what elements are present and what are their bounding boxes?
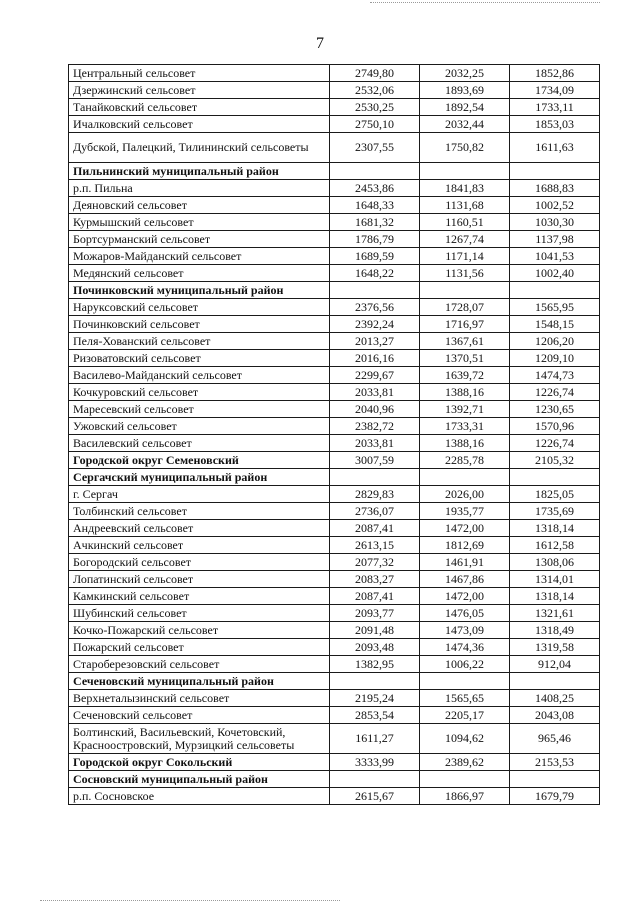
table-row (69, 299, 600, 316)
value-cell-3: 2043,08 (510, 707, 600, 724)
value-cell-1: 1689,59 (330, 248, 420, 265)
section-title: Сеченовский муниципальный район (69, 673, 330, 690)
value-cell-1: 2853,54 (330, 707, 420, 724)
section-title: Починковский муниципальный район (69, 282, 330, 299)
table-row (69, 231, 600, 248)
table-row (69, 435, 600, 452)
value-cell-1: 1648,22 (330, 265, 420, 282)
value-cell-3: 1548,15 (510, 316, 600, 333)
table-row (69, 99, 600, 116)
value-cell-1: 2091,48 (330, 622, 420, 639)
settlement-name: Дубской, Палецкий, Тилининский сельсоветы (69, 133, 330, 163)
value-cell-3: 1852,86 (510, 65, 600, 82)
settlement-name: Можаров-Майданский сельсовет (69, 248, 330, 265)
settlement-name: Староберезовский сельсовет (69, 656, 330, 673)
table-row (69, 333, 600, 350)
value-cell-1: 2530,25 (330, 99, 420, 116)
value-cell-3: 1318,14 (510, 588, 600, 605)
value-cell-1 (330, 469, 420, 486)
value-cell-3: 1002,52 (510, 197, 600, 214)
table-body (69, 65, 600, 805)
value-cell-1: 2532,06 (330, 82, 420, 99)
value-cell-1: 2033,81 (330, 384, 420, 401)
value-cell-1: 2376,56 (330, 299, 420, 316)
value-cell-1: 2382,72 (330, 418, 420, 435)
value-cell-2: 1370,51 (420, 350, 510, 367)
value-cell-1: 1648,33 (330, 197, 420, 214)
value-cell-2 (420, 163, 510, 180)
value-cell-1: 3007,59 (330, 452, 420, 469)
value-cell-3: 1206,20 (510, 333, 600, 350)
value-cell-3: 1308,06 (510, 554, 600, 571)
settlement-name: Центральный сельсовет (69, 65, 330, 82)
value-cell-1: 1786,79 (330, 231, 420, 248)
value-cell-3: 1209,10 (510, 350, 600, 367)
table-row (69, 116, 600, 133)
value-cell-2: 1160,51 (420, 214, 510, 231)
value-cell-2: 1467,86 (420, 571, 510, 588)
table-row (69, 503, 600, 520)
page-number: 7 (316, 35, 324, 52)
scan-edge-line (370, 2, 600, 3)
settlement-name: г. Сергач (69, 486, 330, 503)
value-cell-3: 912,04 (510, 656, 600, 673)
table-row (69, 622, 600, 639)
value-cell-3: 1825,05 (510, 486, 600, 503)
value-cell-2: 1388,16 (420, 384, 510, 401)
value-cell-1: 3333,99 (330, 754, 420, 771)
value-cell-3: 1853,03 (510, 116, 600, 133)
settlement-name: Пеля-Хованский сельсовет (69, 333, 330, 350)
table-row (69, 418, 600, 435)
table-row (69, 656, 600, 673)
value-cell-3 (510, 673, 600, 690)
settlement-name: Василевский сельсовет (69, 435, 330, 452)
table-row (69, 788, 600, 805)
value-cell-3: 1474,73 (510, 367, 600, 384)
value-cell-3: 1321,61 (510, 605, 600, 622)
value-cell-3: 1318,14 (510, 520, 600, 537)
settlement-name: Курмышский сельсовет (69, 214, 330, 231)
scan-edge-line-bottom (40, 900, 340, 901)
value-cell-2: 2026,00 (420, 486, 510, 503)
settlement-name: р.п. Пильна (69, 180, 330, 197)
value-cell-3: 1612,58 (510, 537, 600, 554)
section-title: Сосновский муниципальный район (69, 771, 330, 788)
value-cell-2: 1476,05 (420, 605, 510, 622)
section-title: Сергачский муниципальный район (69, 469, 330, 486)
value-cell-2: 1750,82 (420, 133, 510, 163)
value-cell-3 (510, 771, 600, 788)
table-row (69, 724, 600, 754)
value-cell-3: 1611,63 (510, 133, 600, 163)
value-cell-2: 1472,00 (420, 588, 510, 605)
settlement-name: Камкинский сельсовет (69, 588, 330, 605)
value-cell-2: 2032,44 (420, 116, 510, 133)
value-cell-2: 1716,97 (420, 316, 510, 333)
value-cell-3: 1734,09 (510, 82, 600, 99)
value-cell-2: 1565,65 (420, 690, 510, 707)
value-cell-2: 1935,77 (420, 503, 510, 520)
value-cell-2: 1893,69 (420, 82, 510, 99)
settlement-name: Медянский сельсовет (69, 265, 330, 282)
value-cell-1: 2749,80 (330, 65, 420, 82)
value-cell-2: 1388,16 (420, 435, 510, 452)
value-cell-2: 1733,31 (420, 418, 510, 435)
value-cell-3: 1679,79 (510, 788, 600, 805)
value-cell-2: 1812,69 (420, 537, 510, 554)
value-cell-3: 1041,53 (510, 248, 600, 265)
settlement-name: Пожарский сельсовет (69, 639, 330, 656)
value-cell-1 (330, 282, 420, 299)
value-cell-1: 2016,16 (330, 350, 420, 367)
settlement-name: Шубинский сельсовет (69, 605, 330, 622)
value-cell-2: 1474,36 (420, 639, 510, 656)
value-cell-1: 2736,07 (330, 503, 420, 520)
settlement-name: Ичалковский сельсовет (69, 116, 330, 133)
value-cell-1: 2087,41 (330, 520, 420, 537)
value-cell-1: 2013,27 (330, 333, 420, 350)
table-row (69, 133, 600, 163)
value-cell-1 (330, 673, 420, 690)
table-row (69, 639, 600, 656)
value-cell-2: 2032,25 (420, 65, 510, 82)
settlement-name: Наруксовский сельсовет (69, 299, 330, 316)
table-row (69, 520, 600, 537)
value-cell-3: 1002,40 (510, 265, 600, 282)
table-row (69, 180, 600, 197)
table-row (69, 214, 600, 231)
section-header-row (69, 673, 600, 690)
section-header-row (69, 771, 600, 788)
section-title: Городской округ Семеновский (69, 452, 330, 469)
table-row (69, 65, 600, 82)
settlement-name: Сеченовский сельсовет (69, 707, 330, 724)
table-row (69, 690, 600, 707)
value-cell-1: 1681,32 (330, 214, 420, 231)
value-cell-3: 1319,58 (510, 639, 600, 656)
table-row (69, 82, 600, 99)
value-cell-1: 2829,83 (330, 486, 420, 503)
settlement-name: Танайковский сельсовет (69, 99, 330, 116)
value-cell-1: 2195,24 (330, 690, 420, 707)
value-cell-3: 1565,95 (510, 299, 600, 316)
value-cell-2: 1267,74 (420, 231, 510, 248)
value-cell-3: 1733,11 (510, 99, 600, 116)
value-cell-1: 2307,55 (330, 133, 420, 163)
value-cell-2: 1461,91 (420, 554, 510, 571)
section-header-row (69, 754, 600, 771)
table-row (69, 605, 600, 622)
settlement-name: Починковский сельсовет (69, 316, 330, 333)
value-cell-2: 1728,07 (420, 299, 510, 316)
table-row (69, 554, 600, 571)
value-cell-2: 2285,78 (420, 452, 510, 469)
value-cell-2: 1171,14 (420, 248, 510, 265)
table-row (69, 537, 600, 554)
settlement-name: Ачкинский сельсовет (69, 537, 330, 554)
settlement-name: Деяновский сельсовет (69, 197, 330, 214)
value-cell-3: 2105,32 (510, 452, 600, 469)
value-cell-3 (510, 469, 600, 486)
table-row (69, 486, 600, 503)
settlement-name: Андреевский сельсовет (69, 520, 330, 537)
table-row (69, 316, 600, 333)
value-cell-3: 1688,83 (510, 180, 600, 197)
value-cell-2: 1473,09 (420, 622, 510, 639)
value-cell-3: 1137,98 (510, 231, 600, 248)
value-cell-2: 1892,54 (420, 99, 510, 116)
value-cell-1: 2040,96 (330, 401, 420, 418)
value-cell-3: 1226,74 (510, 384, 600, 401)
value-cell-2: 1639,72 (420, 367, 510, 384)
value-cell-1: 2392,24 (330, 316, 420, 333)
section-header-row (69, 282, 600, 299)
settlement-name: Лопатинский сельсовет (69, 571, 330, 588)
settlement-name: Кочкуровский сельсовет (69, 384, 330, 401)
value-cell-2: 1841,83 (420, 180, 510, 197)
settlement-name: Ризоватовский сельсовет (69, 350, 330, 367)
value-cell-1: 1382,95 (330, 656, 420, 673)
value-cell-2 (420, 673, 510, 690)
settlement-name: Ужовский сельсовет (69, 418, 330, 435)
value-cell-2: 1131,68 (420, 197, 510, 214)
section-header-row (69, 163, 600, 180)
table-row (69, 401, 600, 418)
value-cell-1: 2087,41 (330, 588, 420, 605)
table-row (69, 197, 600, 214)
value-cell-3: 2153,53 (510, 754, 600, 771)
settlement-name: Бортсурманский сельсовет (69, 231, 330, 248)
value-cell-1 (330, 163, 420, 180)
value-cell-1: 2299,67 (330, 367, 420, 384)
value-cell-2: 1131,56 (420, 265, 510, 282)
value-cell-3: 1408,25 (510, 690, 600, 707)
value-cell-1: 2453,86 (330, 180, 420, 197)
value-cell-3: 1226,74 (510, 435, 600, 452)
table-row (69, 588, 600, 605)
value-cell-1: 1611,27 (330, 724, 420, 754)
settlement-name: Василево-Майданский сельсовет (69, 367, 330, 384)
settlement-name: Верхнеталызинский сельсовет (69, 690, 330, 707)
value-cell-3: 1314,01 (510, 571, 600, 588)
value-cell-1: 2093,77 (330, 605, 420, 622)
value-cell-2: 2205,17 (420, 707, 510, 724)
value-cell-2 (420, 771, 510, 788)
table-row (69, 367, 600, 384)
value-cell-3: 1230,65 (510, 401, 600, 418)
settlement-name: Маресевский сельсовет (69, 401, 330, 418)
table-row (69, 707, 600, 724)
value-cell-2: 1866,97 (420, 788, 510, 805)
section-header-row (69, 452, 600, 469)
value-cell-2: 2389,62 (420, 754, 510, 771)
table-row (69, 350, 600, 367)
value-cell-2: 1472,00 (420, 520, 510, 537)
section-header-row (69, 469, 600, 486)
value-cell-3 (510, 163, 600, 180)
section-title: Пильнинский муниципальный район (69, 163, 330, 180)
settlement-name: р.п. Сосновское (69, 788, 330, 805)
settlement-name: Богородский сельсовет (69, 554, 330, 571)
value-cell-1: 2083,27 (330, 571, 420, 588)
table-row (69, 265, 600, 282)
value-cell-3: 965,46 (510, 724, 600, 754)
table-row (69, 384, 600, 401)
value-cell-1 (330, 771, 420, 788)
value-cell-2: 1392,71 (420, 401, 510, 418)
value-cell-1: 2093,48 (330, 639, 420, 656)
settlement-name: Кочко-Пожарский сельсовет (69, 622, 330, 639)
table-row (69, 571, 600, 588)
value-cell-1: 2613,15 (330, 537, 420, 554)
value-cell-3: 1735,69 (510, 503, 600, 520)
table-row (69, 248, 600, 265)
tariff-table (68, 64, 600, 805)
value-cell-1: 2750,10 (330, 116, 420, 133)
value-cell-2: 1006,22 (420, 656, 510, 673)
value-cell-3: 1030,30 (510, 214, 600, 231)
value-cell-1: 2033,81 (330, 435, 420, 452)
section-title: Городской округ Сокольский (69, 754, 330, 771)
settlement-name: Толбинский сельсовет (69, 503, 330, 520)
value-cell-3: 1570,96 (510, 418, 600, 435)
settlement-name: Болтинский, Васильевский, Кочетовский, Красноостровский, Мурзицкий сельсоветы (69, 724, 330, 754)
value-cell-2 (420, 282, 510, 299)
value-cell-1: 2615,67 (330, 788, 420, 805)
value-cell-2: 1367,61 (420, 333, 510, 350)
value-cell-3 (510, 282, 600, 299)
value-cell-1: 2077,32 (330, 554, 420, 571)
settlement-name: Дзержинский сельсовет (69, 82, 330, 99)
value-cell-2: 1094,62 (420, 724, 510, 754)
value-cell-3: 1318,49 (510, 622, 600, 639)
value-cell-2 (420, 469, 510, 486)
